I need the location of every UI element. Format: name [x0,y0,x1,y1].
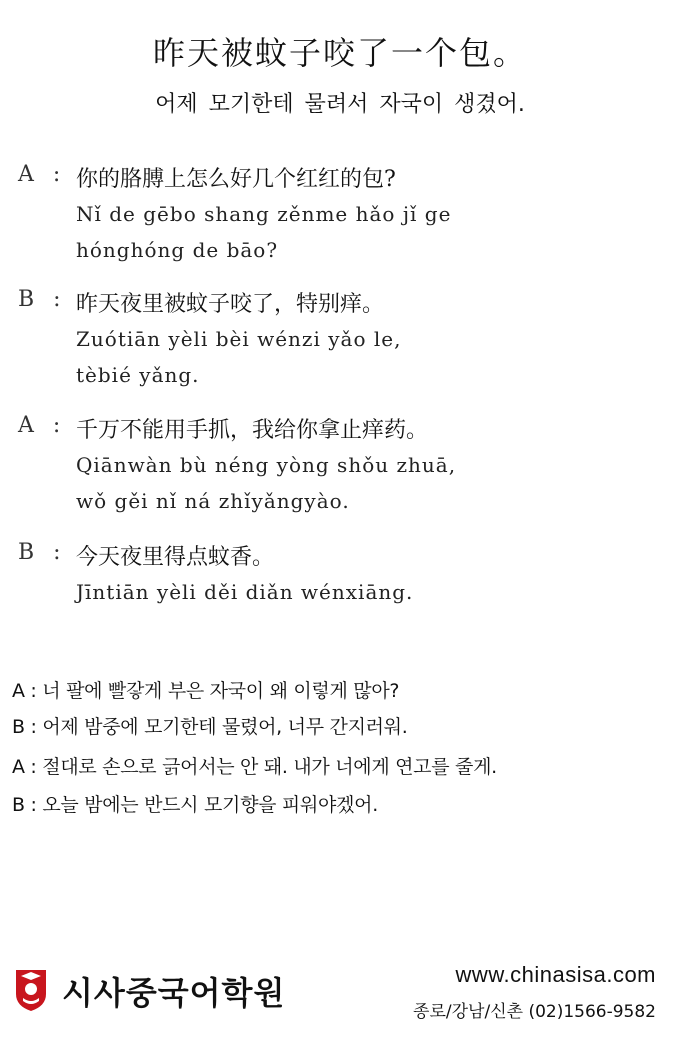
translation-line: B : 오늘 밤에는 반드시 모기향을 피워야겠어. [12,794,378,816]
page-subtitle: 어제 모기한테 물려서 자국이 생겼어. [155,92,525,117]
website-url[interactable]: www.chinasisa.com [455,962,656,987]
hanzi-line: 你的胳膊上怎么好几个红红的包? [76,167,396,192]
speaker-label: A : [18,413,67,438]
translation-line: A : 절대로 손으로 긁어서는 안 돼. 내가 너에게 연고를 줄게. [12,756,497,778]
page-title: 昨天被蚊子咬了一个包。 [152,34,527,72]
pinyin-line: Zuótiān yèli bèi wénzi yǎo le, [76,327,402,351]
translation-line: A : 너 팔에 빨갛게 부은 자국이 왜 이렇게 많아? [12,680,400,702]
speaker-label: A : [18,162,67,187]
speaker-label: B : [18,287,67,312]
pinyin-line: hónghóng de bāo? [76,238,279,262]
hanzi-line: 今天夜里得点蚊香。 [76,545,275,570]
pinyin-line: wǒ gěi nǐ ná zhǐyǎngyào. [76,489,350,513]
brand-name: 시사중국어학원 [62,974,286,1012]
contact-info: 종로/강남/신촌 (02)1566-9582 [413,1002,656,1022]
pinyin-line: tèbié yǎng. [76,363,200,387]
translation-line: B : 어제 밤중에 모기한테 물렸어, 너무 간지러워. [12,716,408,738]
pinyin-line: Nǐ de gēbo shang zěnme hǎo jǐ ge [76,202,452,226]
pinyin-line: Qiānwàn bù néng yòng shǒu zhuā, [76,453,457,477]
pinyin-line: Jīntiān yèli děi diǎn wénxiāng. [76,580,414,604]
hanzi-line: 昨天夜里被蚊子咬了，特别痒。 [76,292,385,317]
hanzi-line: 千万不能用手抓，我给你拿止痒药。 [76,418,429,443]
shield-crest-icon [14,968,48,1012]
speaker-label: B : [18,540,67,565]
